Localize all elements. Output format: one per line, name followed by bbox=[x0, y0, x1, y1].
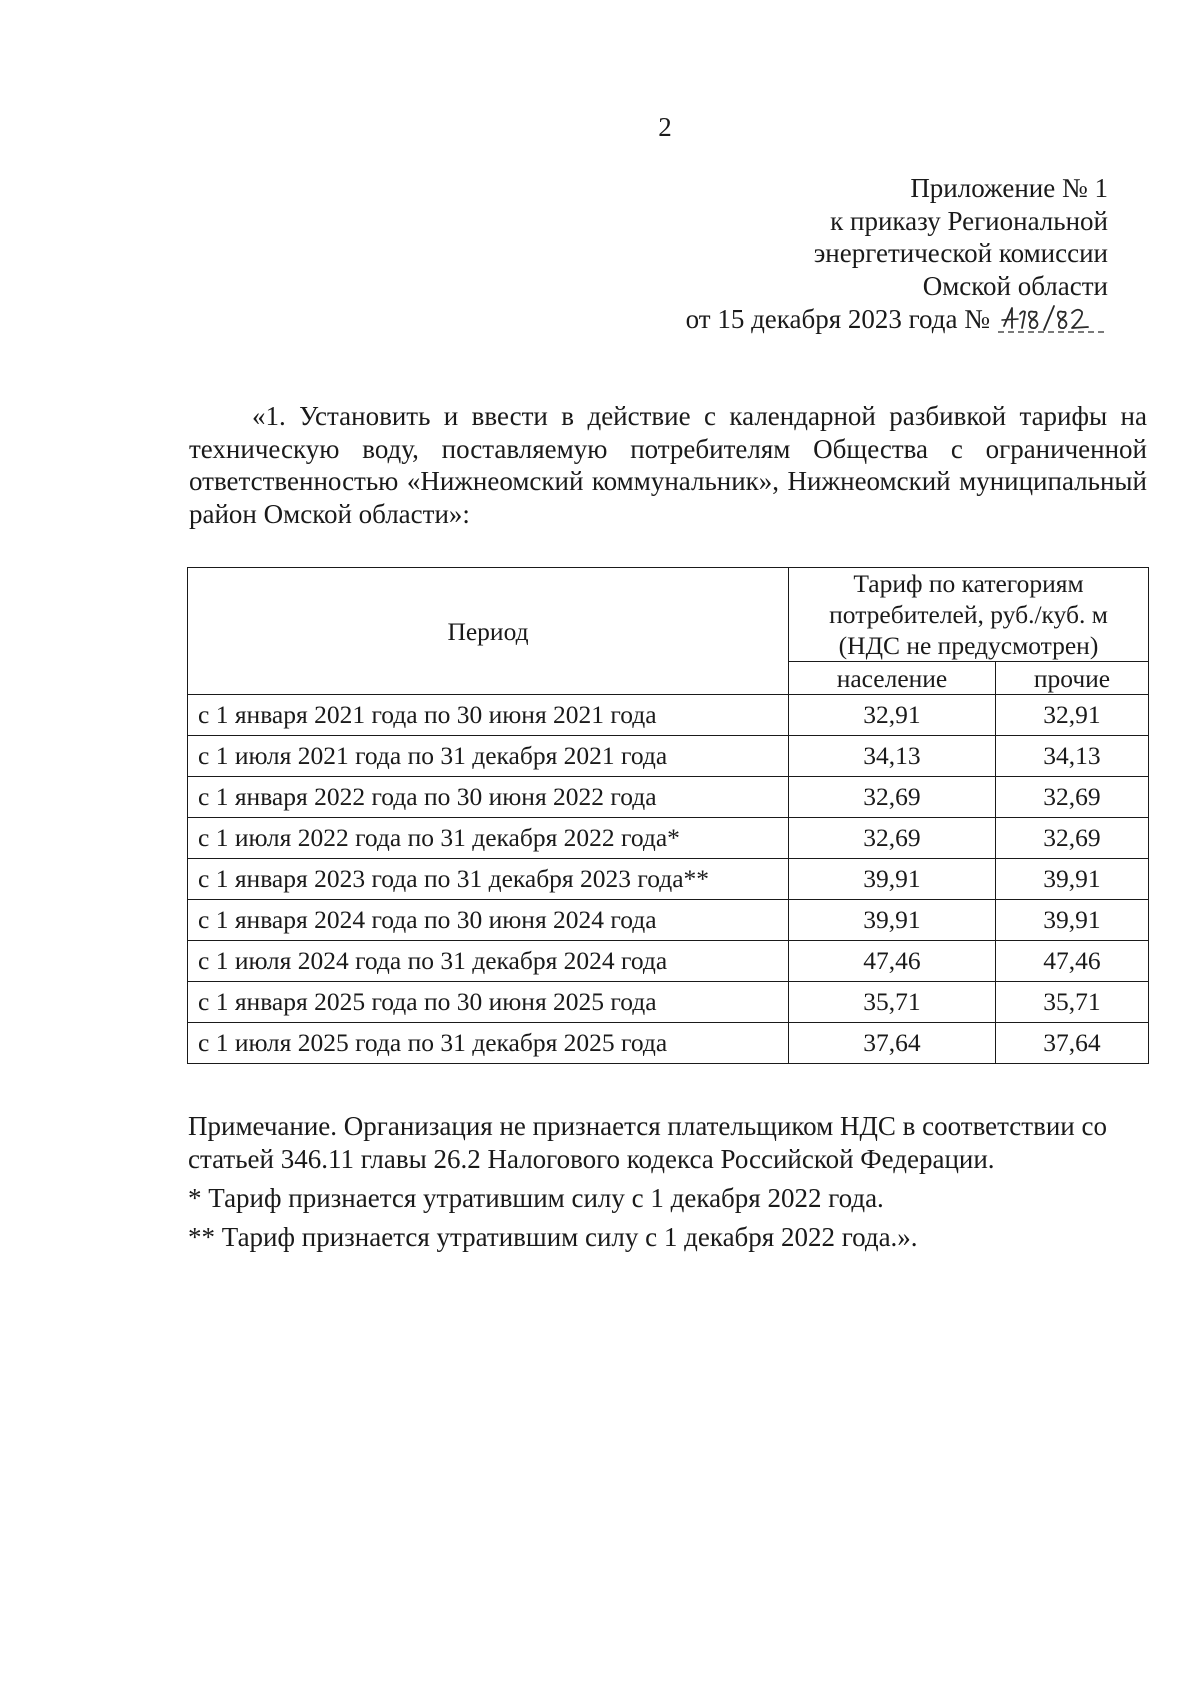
table-row bbox=[188, 777, 1149, 818]
header-tariff-group: Тариф по категориям потребителей, руб./куб. м (НДС не предусмотрен) bbox=[789, 568, 1149, 662]
period-cell: с 1 июля 2021 года по 31 декабря 2021 года bbox=[188, 736, 789, 777]
vat-remark: Примечание. Организация не признается плательщиком НДС в соответствии со статьей 346.11 главы 26.2 Налогового кодекса Российской Федерации. bbox=[188, 1111, 1107, 1174]
other-tariff-cell: 34,13 bbox=[995, 736, 1148, 777]
other-tariff-cell: 32,69 bbox=[995, 818, 1148, 859]
population-tariff-cell: 39,91 bbox=[789, 859, 996, 900]
period-cell: с 1 января 2023 года по 31 декабря 2023 года** bbox=[188, 859, 789, 900]
attachment-line: к приказу Региональной bbox=[830, 205, 1108, 236]
attachment-line: энергетической комиссии bbox=[813, 238, 1108, 268]
other-tariff-cell: 32,69 bbox=[995, 777, 1148, 818]
other-tariff-cell: 35,71 bbox=[995, 982, 1148, 1023]
population-tariff-cell: 47,46 bbox=[789, 941, 996, 982]
period-cell: с 1 января 2024 года по 30 июня 2024 года bbox=[188, 900, 789, 941]
population-tariff-cell: 37,64 bbox=[789, 1023, 996, 1064]
period-cell: с 1 января 2021 года по 30 июня 2021 года bbox=[188, 695, 789, 736]
period-cell: с 1 января 2022 года по 30 июня 2022 года bbox=[188, 777, 789, 818]
period-cell: с 1 июля 2022 года по 31 декабря 2022 года* bbox=[188, 818, 789, 859]
period-cell: с 1 июля 2025 года по 31 декабря 2025 года bbox=[188, 1023, 789, 1064]
table-row bbox=[188, 818, 1149, 859]
other-tariff-cell: 39,91 bbox=[995, 900, 1148, 941]
period-cell: с 1 января 2025 года по 30 июня 2025 года bbox=[188, 982, 789, 1023]
attachment-header bbox=[686, 172, 1108, 336]
page-number: 2 bbox=[658, 112, 672, 142]
footnote-single-asterisk: * Тариф признается утратившим силу с 1 декабря 2022 года. bbox=[188, 1183, 884, 1213]
intro-paragraph: «1. Установить и ввести в действие с календарной разбивкой тарифы на техническую воду, поставляемую потребителям Общества с ограниченной ответственностью «Нижнеомский коммунальник», Нижнеомский муниципальный район Омской области»: bbox=[189, 401, 1147, 529]
population-tariff-cell: 32,91 bbox=[789, 695, 996, 736]
notes-section bbox=[188, 1110, 1168, 1254]
handwritten-order-number bbox=[998, 302, 1108, 336]
table-row bbox=[188, 1023, 1149, 1064]
population-tariff-cell: 32,69 bbox=[789, 818, 996, 859]
attachment-line: Приложение № 1 bbox=[910, 173, 1108, 203]
header-period: Период bbox=[188, 568, 789, 695]
footnote-double-asterisk: ** Тариф признается утратившим силу с 1 декабря 2022 года.». bbox=[188, 1222, 918, 1252]
table-row bbox=[188, 941, 1149, 982]
header-population: население bbox=[789, 662, 996, 695]
attachment-date-line bbox=[686, 302, 1108, 336]
other-tariff-cell: 37,64 bbox=[995, 1023, 1148, 1064]
attachment-date-text: от 15 декабря 2023 года № bbox=[685, 304, 990, 334]
population-tariff-cell: 34,13 bbox=[789, 736, 996, 777]
table-row bbox=[188, 982, 1149, 1023]
other-tariff-cell: 47,46 bbox=[995, 941, 1148, 982]
population-tariff-cell: 32,69 bbox=[789, 777, 996, 818]
population-tariff-cell: 35,71 bbox=[789, 982, 996, 1023]
table-row bbox=[188, 695, 1149, 736]
handwritten-order-number-drawing bbox=[998, 302, 1108, 336]
population-tariff-cell: 39,91 bbox=[789, 900, 996, 941]
attachment-line: Омской области bbox=[922, 270, 1108, 301]
header-other: прочие bbox=[995, 662, 1148, 695]
table-row bbox=[188, 736, 1149, 777]
other-tariff-cell: 32,91 bbox=[995, 695, 1148, 736]
table-row bbox=[188, 859, 1149, 900]
other-tariff-cell: 39,91 bbox=[995, 859, 1148, 900]
period-cell: с 1 июля 2024 года по 31 декабря 2024 года bbox=[188, 941, 789, 982]
tariff-table bbox=[187, 567, 1149, 1064]
table-row bbox=[188, 900, 1149, 941]
